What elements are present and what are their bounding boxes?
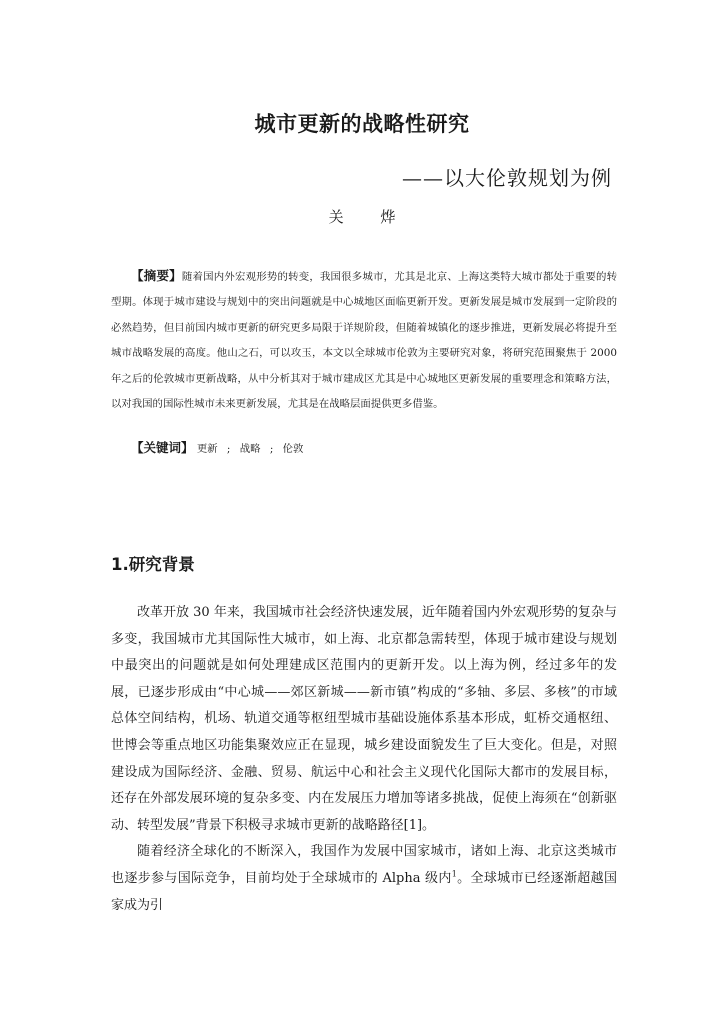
paper-title: 城市更新的战略性研究 <box>254 111 470 136</box>
keyword-separator: ; <box>226 443 231 455</box>
body-paragraph-text: 随着经济全球化的不断深入，我国作为发展中国家城市，诸如上海、北京这类城市也逐步参与国际竞争，目前均处于全球城市的 Alpha 级内 <box>111 844 617 886</box>
keywords <box>131 438 303 456</box>
keyword-item: 更新 <box>196 443 218 455</box>
section-heading: 1.研究背景 <box>111 555 195 574</box>
section-body <box>111 600 617 919</box>
paper-subtitle: ——以大伦敦规划为例 <box>402 166 612 190</box>
keyword-item: 战略 <box>239 443 261 455</box>
body-paragraph <box>111 839 617 919</box>
keywords-label: 【关键词】 <box>131 440 194 455</box>
body-paragraph-text: 。全球城市已经逐渐超越国家成为引 <box>111 870 617 913</box>
abstract-text: 随着国内外宏观形势的转变，我国很多城市，尤其是北京、上海这类特大城市都处于重要的转型期。体现于城市建设与规划中的突出问题就是中心城地区面临更新开发。更新发展是城市发展到一定阶段的必然趋势，但目前国内城市更新的研究更多局限于详规阶段，但随着城镇化的逐步推进，更新发展必将提升至城市战略发展的高度。他山之石，可以攻玉，本文以全球城市伦敦为主要研究对象，将研究范围聚焦于 2000 年之后的伦敦城市更新战略，从中分析其对于城市建成区尤其是中心城地区更新发展的重要理念和策略方法，以对我国的国际性城市未来更新发展，尤其是在战略层面提供更多借鉴。 <box>111 271 617 411</box>
footnote-marker[interactable]: 1 <box>451 869 457 879</box>
abstract <box>111 263 617 417</box>
abstract-label: 【摘要】 <box>131 268 182 283</box>
body-paragraph: 改革开放 30 年来，我国城市社会经济快速发展，近年随着国内外宏观形势的复杂与多变，我国城市尤其国际性大城市，如上海、北京都急需转型，体现于城市建设与规划中最突出的问题就是如何处理建成区范围内的更新开发。以上海为例，经过多年的发展，已逐步形成由“中心城——郊区新城——新市镇”构成的“多轴、多层、多核”的市域总体空间结构，机场、轨道交通等枢纽型城市基础设施体系基本形成，虹桥交通枢纽、世博会等重点地区功能集聚效应正在显现，城乡建设面貌发生了巨大变化。但是，对照建设成为国际经济、金融、贸易、航运中心和社会主义现代化国际大都市的发展目标，还存在外部发展环境的复杂多变、内在发展压力增加等诸多挑战，促使上海须在“创新驱动、转型发展”背景下积极寻求城市更新的战略路径[1]。 <box>111 605 617 833</box>
keyword-separator: ; <box>269 443 274 455</box>
author-name: 关 烨 <box>328 208 412 226</box>
keyword-item: 伦敦 <box>282 443 304 455</box>
